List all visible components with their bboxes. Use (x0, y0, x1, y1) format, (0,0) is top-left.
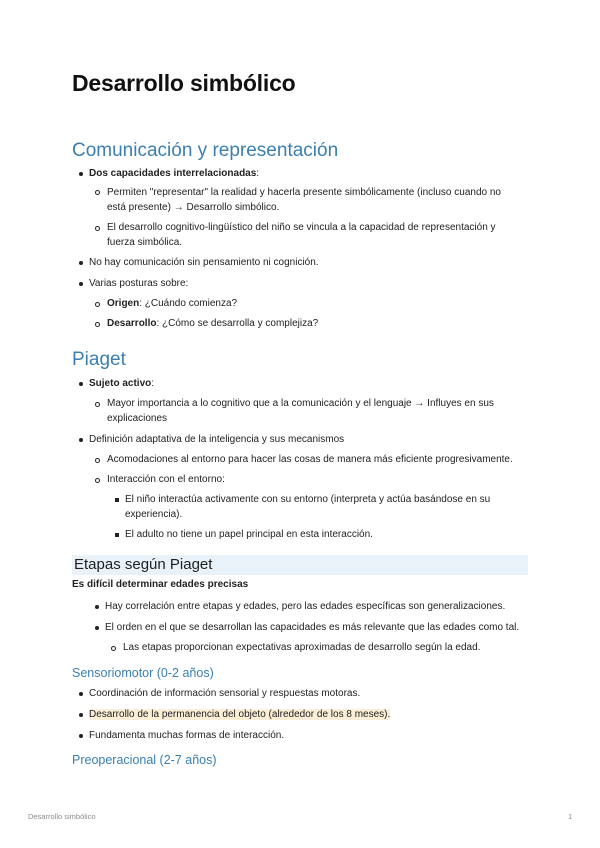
bullet-dot (95, 626, 99, 630)
page-title: Desarrollo simbólico (72, 70, 296, 96)
bullet-circle (95, 190, 100, 195)
list-item-highlighted (89, 707, 390, 723)
list-item: Sujeto activo: (89, 378, 155, 389)
page-number: 1 (568, 812, 573, 821)
heading-comunicacion: Comunicación y representación (72, 140, 339, 161)
list-item-cont: explicaciones (107, 413, 168, 424)
bullet-dot (79, 282, 83, 286)
list-item: Dos capacidades interrelacionadas: (89, 168, 260, 179)
list-item-cont: experiencia). (125, 509, 183, 520)
bullet-dot (79, 172, 83, 176)
list-item: Acomodaciones al entorno para hacer las cosas de manera más eficiente progresivamente. (107, 454, 513, 465)
list-item: No hay comunicación sin pensamiento ni cognición. (89, 257, 319, 268)
bullet-circle (95, 478, 100, 483)
bullet-dot (79, 261, 83, 265)
bullet-circle (95, 226, 100, 231)
list-item: Permiten "representar" la realidad y hacerla presente simbólicamente (incluso cuando no (107, 187, 501, 198)
list-item: El niño interactúa activamente con su entorno (interpreta y actúa basándose en su (125, 494, 491, 505)
list-item-cont: fuerza simbólica. (107, 237, 183, 248)
bullet-dot (79, 692, 83, 696)
list-item: Coordinación de información sensorial y respuestas motoras. (89, 688, 361, 699)
bullet-dot (79, 438, 83, 442)
list-item: El desarrollo cognitivo-lingüístico del niño se vincula a la capacidad de representación y (107, 222, 496, 233)
heading-preoperacional: Preoperacional (2-7 años) (72, 753, 217, 767)
bullet-dot (95, 605, 99, 609)
etapas-subtitle: Es difícil determinar edades precisas (72, 579, 249, 590)
list-item: Hay correlación entre etapas y edades, pero las edades específicas son generalizaciones. (105, 601, 506, 612)
list-item: Varias posturas sobre: (89, 278, 189, 289)
highlight: Desarrollo de la permanencia del objeto (alrededor de los 8 meses). (89, 709, 391, 720)
list-item: Desarrollo: ¿Cómo se desarrolla y complejiza? (107, 318, 319, 329)
list-item-cont: está presente) → Desarrollo simbólico. (107, 202, 280, 213)
list-item: Mayor importancia a lo cognitivo que a la comunicación y el lenguaje → Influyes en sus (107, 398, 494, 409)
bullet-square (115, 533, 119, 537)
bullet-circle (111, 646, 116, 651)
heading-etapas: Etapas según Piaget (74, 556, 213, 573)
bullet-dot (79, 713, 83, 717)
heading-piaget: Piaget (72, 349, 126, 370)
bullet-dot (79, 382, 83, 386)
heading-sensoriomotor: Sensoriomotor (0-2 años) (72, 666, 214, 680)
list-item: Las etapas proporcionan expectativas aproximadas de desarrollo según la edad. (123, 642, 481, 653)
bullet-circle (95, 458, 100, 463)
bullet-circle (95, 402, 100, 407)
bullet-circle (95, 322, 100, 327)
list-item: Interacción con el entorno: (107, 474, 225, 485)
list-item: Fundamenta muchas formas de interacción. (89, 730, 285, 741)
bullet-square (115, 498, 119, 502)
bullet-circle (95, 302, 100, 307)
bullet-dot (79, 734, 83, 738)
footer-title: Desarrollo simbólico (28, 812, 96, 821)
list-item: El orden en el que se desarrollan las capacidades es más relevante que las edades como tal. (105, 622, 520, 633)
list-item: El adulto no tiene un papel principal en esta interacción. (125, 529, 373, 540)
list-item: Origen: ¿Cuándo comienza? (107, 298, 238, 309)
list-item: Definición adaptativa de la inteligencia y sus mecanismos (89, 434, 345, 445)
